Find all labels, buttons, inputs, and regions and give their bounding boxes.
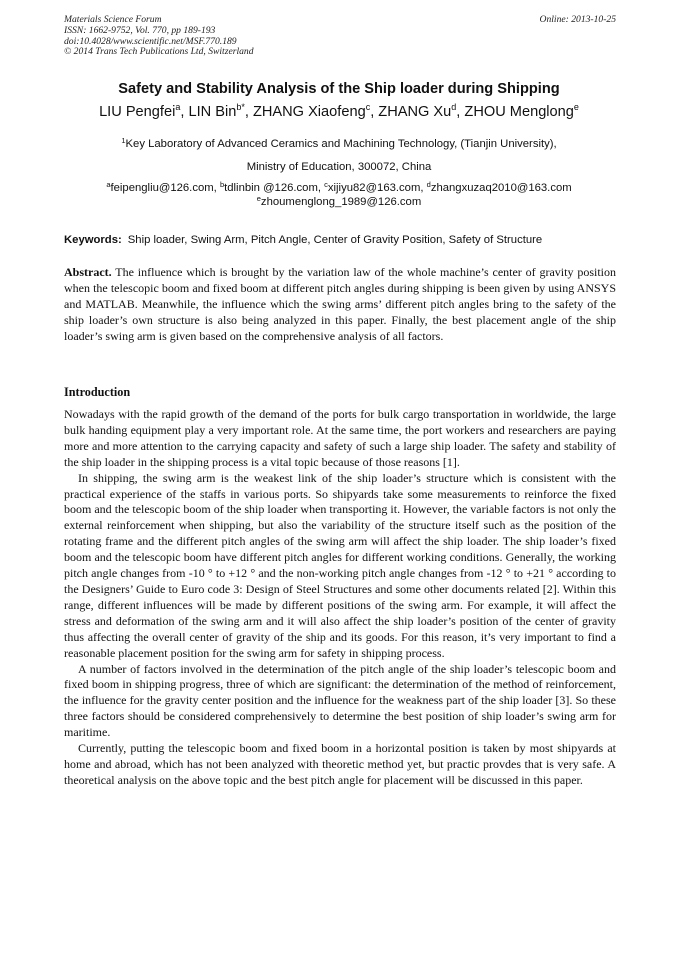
abstract-label: Abstract.: [64, 265, 112, 279]
email-a: feipengliu@126.com,: [110, 182, 220, 194]
author-mark: c: [365, 102, 371, 112]
affiliation-text: Key Laboratory of Advanced Ceramics and Machining Technology, (Tianjin University),: [125, 138, 557, 150]
author-mark: b*: [236, 102, 245, 112]
email-b: tdlinbin @126.com,: [224, 182, 325, 194]
author-separator: ,: [244, 104, 253, 120]
author-name: ZHOU Menglong: [464, 104, 574, 120]
author-mark: a: [175, 102, 181, 112]
author-separator: ,: [456, 104, 465, 120]
email-mark: c: [324, 180, 328, 189]
email-mark: d: [426, 180, 431, 189]
email-c: xijiyu82@163.com,: [327, 182, 427, 194]
author-name: LIU Pengfei: [99, 104, 176, 120]
section-heading-introduction: Introduction: [64, 385, 131, 399]
paragraph: In shipping, the swing arm is the weakest link of the ship loader’s structure which is consistent with the practical experience of the staffs in various ports. So shipyards take some measurements to reinforce the fixed boom and the telescopic boom of the ship loader when transporting it. However, the variable factors is not only the external reinforcement when shipping, but also the variability of the structure itself such as the position of the rotating frame and the different pitch angles of the swing arm will affect the ship loader. The ship loader’s fixed boom and the telescopic boom have different pitch angles for different working conditions. Generally, the working pitch angle changes from -10 ° to +12 ° and the non-working pitch angle changes from -12 ° to +21 ° according to the Designers’ Guide to Euro code 3: Design of Steel Structures and some other documents related [2]. Within this range, different influences will be made by different positions of the swing arm. For example, it will affect the stress and deformation of the swing arm and it will also affect the ship loader’s position of the center of gravity thus affecting the overall center of gravity of the ship and its goods. For this reason, it’s very important to find a reasonable placement position for the swing arm for safety in shipping process.: [64, 470, 616, 660]
affiliation-mark: 1: [121, 136, 126, 145]
author-mark: d: [451, 102, 457, 112]
introduction-body: [64, 407, 616, 789]
email-e: zhoumenglong_1989@126.com: [260, 196, 422, 208]
email-mark: b: [219, 180, 225, 189]
paper-title: Safety and Stability Analysis of the Ship loader during Shipping: [118, 81, 560, 97]
journal-name: Materials Science Forum: [64, 14, 162, 25]
copyright-line: © 2014 Trans Tech Publications Ltd, Switzerland: [64, 46, 254, 58]
paragraph: A number of factors involved in the determination of the pitch angle of the ship loader’s telescopic boom and fixed boom in shipping progress, three of which are significant: the determination of the method of reinforcement, the influence for the gravity center position and the influence for the weakness part of the ship loader [3]. So these three factors should be considered comprehensively to determine the best position of ship loader’s swing arm for maritime.: [64, 661, 616, 740]
journal-header: [64, 15, 616, 58]
email-mark: e: [256, 194, 261, 203]
affiliation-line-1: [0, 138, 678, 151]
email-line-2: [0, 196, 678, 209]
author-list: [0, 103, 678, 121]
author-name: LIN Bin: [188, 104, 237, 120]
email-mark: a: [106, 180, 111, 189]
paragraph: Currently, putting the telescopic boom and fixed boom in a horizontal position is taken by most shipyards at home and abroad, which has not been analyzed with theoretic method yet, but practic provdes that is very safe. A theoretical analysis on the above topic and the best pitch angle for placement will be discussed in this paper.: [64, 741, 616, 787]
paragraph: Nowadays with the rapid growth of the demand of the ports for bulk cargo transportation in worldwide, the large bulk handing equipment play a very important role. At the same time, the port workers and researchers are paying more and more attention to the carrying capacity and safety of such a large ship loader. The safety and stability of the ship loader in the shipping process is a vital topic because of those reasons [1].: [64, 407, 616, 469]
author-name: ZHANG Xiaofeng: [252, 104, 366, 120]
doi-line: doi:10.4028/www.scientific.net/MSF.770.189: [64, 35, 237, 47]
author-name: ZHANG Xu: [378, 104, 452, 120]
keywords: [64, 233, 616, 247]
author-separator: ,: [370, 104, 379, 120]
author-mark: e: [573, 102, 579, 112]
keywords-text: Ship loader, Swing Arm, Pitch Angle, Center of Gravity Position, Safety of Structure: [127, 234, 543, 246]
affiliation-line-2: Ministry of Education, 300072, China: [246, 161, 432, 173]
abstract-text: The influence which is brought by the variation law of the whole machine’s center of gravity position when the telescopic boom and fixed boom at different pitch angles during shipping is been given by using ANSYS and MATLAB. Meanwhile, the influence which the swing arms’ different pitch angles bring to the safety of the ship loader’s own structure is also being analyzed in this paper. Finally, the best placement angle of the ship loader’s swing arm is given based on the comprehensive analysis of all factors.: [64, 265, 616, 343]
keywords-label: Keywords:: [64, 234, 122, 246]
email-d: zhangxuzaq2010@163.com: [430, 182, 572, 194]
issn-line: ISSN: 1662-9752, Vol. 770, pp 189-193: [64, 24, 216, 36]
email-line-1: [0, 182, 678, 195]
author-separator: ,: [180, 104, 189, 120]
online-date: Online: 2013-10-25: [539, 14, 616, 25]
abstract: [64, 265, 616, 345]
